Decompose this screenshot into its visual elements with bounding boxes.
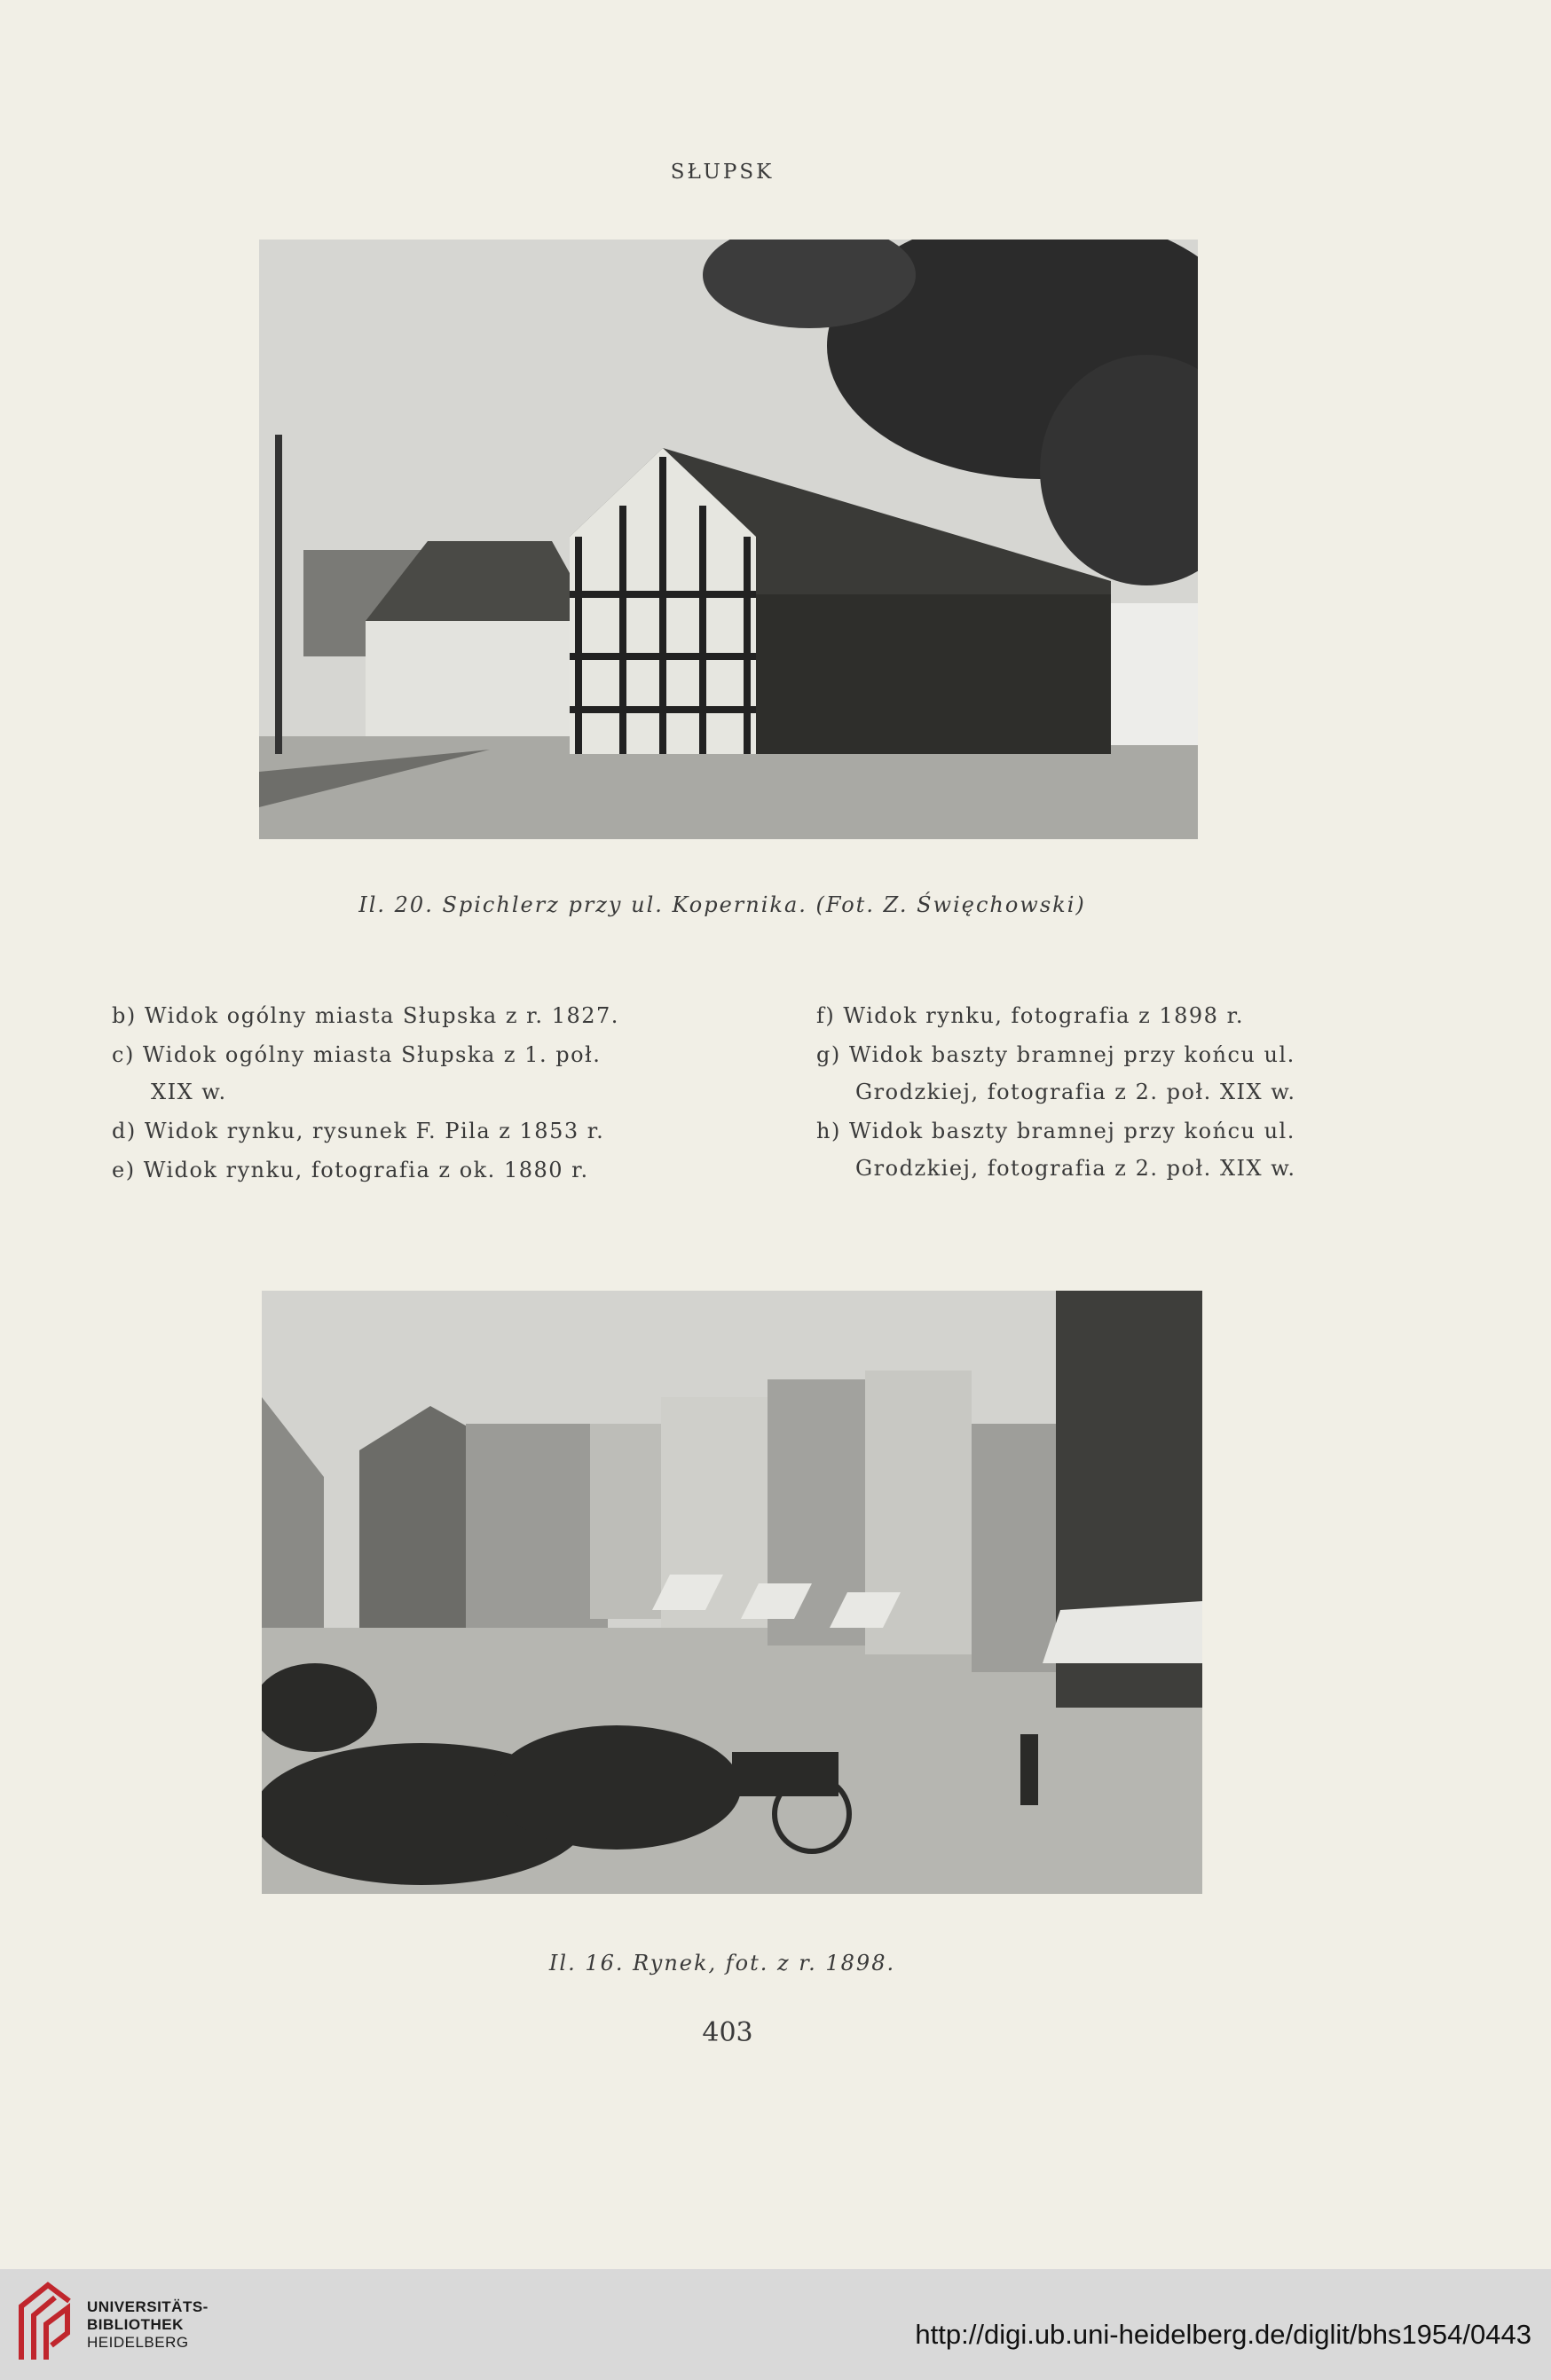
library-name-line: HEIDELBERG xyxy=(87,2334,189,2351)
figure-caption: Il. 20. Spichlerz przy ul. Kopernika. (Fot. Z. Święchowski) xyxy=(358,892,1086,917)
running-title: SŁUPSK xyxy=(670,161,775,184)
market-square-photo xyxy=(262,1291,1202,1894)
list-item xyxy=(112,1036,724,1111)
granary-photo xyxy=(259,240,1198,839)
list-item xyxy=(816,997,1420,1034)
list-item-text: f) Widok rynku, fotografia z 1898 r. xyxy=(816,1003,1245,1028)
figure-caption: Il. 16. Rynek, fot. z r. 1898. xyxy=(548,1951,896,1975)
illustration-list-left xyxy=(112,997,724,1190)
library-logo-icon xyxy=(16,2280,75,2365)
library-footer xyxy=(0,2269,1551,2380)
list-item-continuation: XIX w. xyxy=(151,1080,227,1104)
list-item-text: g) Widok baszty bramnej przy końcu ul. xyxy=(816,1042,1295,1067)
library-name-line: BIBLIOTHEK xyxy=(87,2316,184,2333)
illustration-list-right xyxy=(816,997,1420,1189)
list-item-continuation: Grodzkiej, fotografia z 2. poł. XIX w. xyxy=(855,1080,1296,1104)
list-item-text: d) Widok rynku, rysunek F. Pila z 1853 r. xyxy=(112,1119,605,1143)
list-item-text: e) Widok rynku, fotografia z ok. 1880 r. xyxy=(112,1158,589,1182)
list-item-continuation: Grodzkiej, fotografia z 2. poł. XIX w. xyxy=(855,1156,1296,1181)
page-number: 403 xyxy=(702,2017,753,2048)
list-item-text: c) Widok ogólny miasta Słupska z 1. poł. xyxy=(112,1042,602,1067)
library-name-line: UNIVERSITÄTS- xyxy=(87,2298,209,2315)
permalink-url[interactable]: http://digi.ub.uni-heidelberg.de/diglit/bhs1954/0443 xyxy=(915,2319,1531,2350)
list-item xyxy=(816,1112,1420,1187)
list-item xyxy=(816,1036,1420,1111)
list-item-text: b) Widok ogólny miasta Słupska z r. 1827. xyxy=(112,1003,619,1028)
list-item xyxy=(112,1151,724,1189)
library-name xyxy=(87,2298,209,2352)
list-item xyxy=(112,1112,724,1150)
list-item xyxy=(112,997,724,1034)
list-item-text: h) Widok baszty bramnej przy końcu ul. xyxy=(816,1119,1295,1143)
